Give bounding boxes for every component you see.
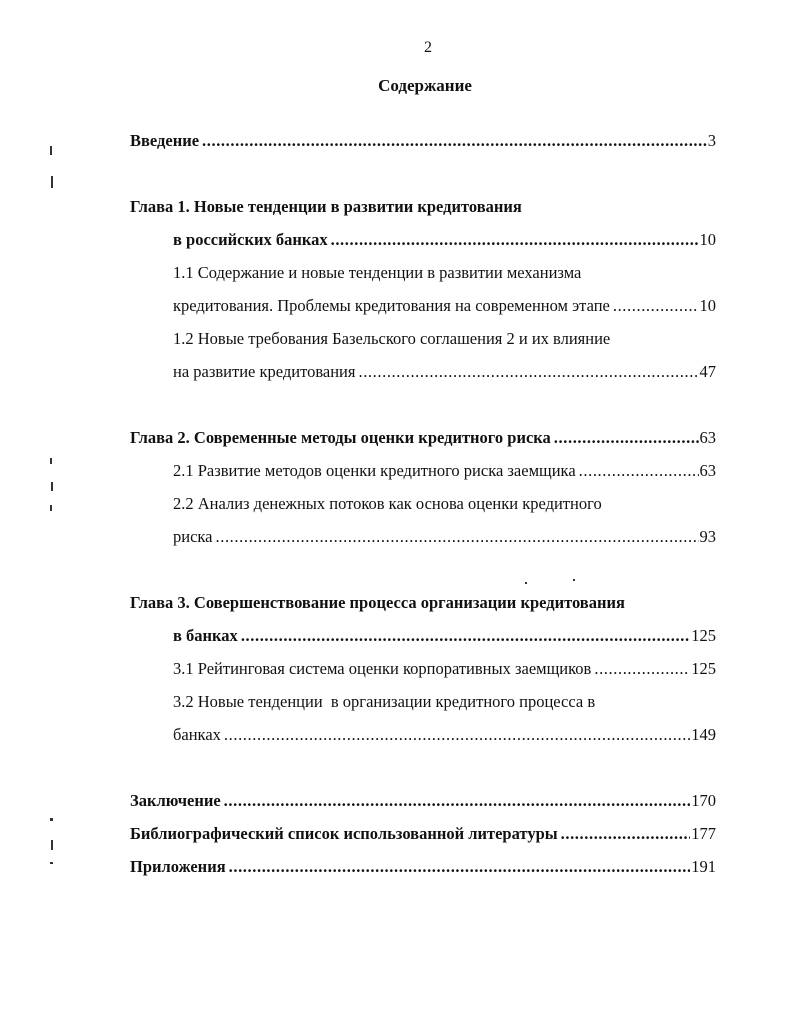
toc-page-number: 149 xyxy=(691,725,716,744)
scan-mark xyxy=(573,579,575,581)
section-title-line: 1.1 Содержание и новые тенденции в развитии механизма xyxy=(173,263,582,282)
toc-label: Приложения xyxy=(130,857,226,876)
toc-entry-appendices xyxy=(130,850,716,883)
toc-page-number: 93 xyxy=(699,527,716,546)
toc-chapter-3-title xyxy=(130,586,716,619)
toc-label: Заключение xyxy=(130,791,221,810)
dot-leader xyxy=(328,223,699,256)
toc-page-number: 63 xyxy=(699,461,716,480)
scan-mark xyxy=(525,582,527,584)
dot-leader xyxy=(221,784,691,817)
scan-mark xyxy=(50,146,52,155)
toc-page-number: 170 xyxy=(691,791,716,810)
toc-label: Библиографический список использованной литературы xyxy=(130,824,558,843)
toc-section-3-1 xyxy=(130,652,716,685)
toc-page-number: 10 xyxy=(699,296,716,315)
section-title-line: банках xyxy=(173,725,221,744)
toc-page-number: 191 xyxy=(691,857,716,876)
toc-chapter-1-title-cont xyxy=(130,223,716,256)
page-title: Содержание xyxy=(378,76,472,95)
toc-entry-conclusion xyxy=(130,784,716,817)
toc-entry-introduction xyxy=(130,124,716,157)
dot-leader xyxy=(199,124,707,157)
toc-page-number: 10 xyxy=(699,230,716,249)
section-title-line: кредитования. Проблемы кредитования на современном этапе xyxy=(173,296,610,315)
toc-section-3-2-cont xyxy=(130,718,716,751)
toc-page-number: 125 xyxy=(691,626,716,645)
toc-entry-bibliography xyxy=(130,817,716,850)
toc-section-1-2-cont xyxy=(130,355,716,388)
section-title-line: 3.2 Новые тенденции в организации кредитного процесса в xyxy=(173,692,596,711)
dot-leader xyxy=(221,718,690,751)
dot-leader xyxy=(558,817,691,850)
dot-leader xyxy=(591,652,690,685)
toc-page-number: 125 xyxy=(691,659,716,678)
chapter-title-line: Глава 3. Совершенствование процесса организации кредитования xyxy=(130,593,625,612)
scan-mark xyxy=(50,862,53,864)
scan-mark xyxy=(51,482,53,491)
chapter-title-line: Глава 2. Современные методы оценки кредитного риска xyxy=(130,428,551,447)
scan-mark xyxy=(51,176,53,188)
toc-page-number: 63 xyxy=(699,428,716,447)
dot-leader xyxy=(213,520,699,553)
toc-section-3-2 xyxy=(130,685,716,718)
toc-section-2-2-cont xyxy=(130,520,716,553)
dot-leader xyxy=(355,355,698,388)
toc-page-number: 47 xyxy=(699,362,716,381)
dot-leader xyxy=(238,619,690,652)
chapter-title-line: Глава 1. Новые тенденции в развитии кредитования xyxy=(130,197,522,216)
toc-section-2-1 xyxy=(130,454,716,487)
dot-leader xyxy=(610,289,699,322)
toc-section-1-2 xyxy=(130,322,716,355)
toc-section-2-2 xyxy=(130,487,716,520)
dot-leader xyxy=(226,850,691,883)
toc-page-number: 177 xyxy=(691,824,716,843)
section-title-line: 2.1 Развитие методов оценки кредитного риска заемщика xyxy=(173,461,576,480)
chapter-title-line: в российских банках xyxy=(173,230,328,249)
toc-chapter-3-title-cont xyxy=(130,619,716,652)
toc-section-1-1-cont xyxy=(130,289,716,322)
toc-label: Введение xyxy=(130,131,200,150)
scan-mark xyxy=(51,840,53,850)
toc-section-1-1 xyxy=(130,256,716,289)
scan-mark xyxy=(50,458,52,464)
toc-page-number: 3 xyxy=(707,131,716,150)
page-number: 2 xyxy=(424,39,432,56)
toc-chapter-2-title xyxy=(130,421,716,454)
table-of-contents xyxy=(130,124,716,883)
chapter-title-line: в банках xyxy=(173,626,238,645)
section-title-line: на развитие кредитования xyxy=(173,362,356,381)
scan-mark xyxy=(50,505,52,511)
toc-chapter-1-title xyxy=(130,190,716,223)
scan-mark xyxy=(50,818,53,821)
section-title-line: 1.2 Новые требования Базельского соглашения 2 и их влияние xyxy=(173,329,611,348)
dot-leader xyxy=(576,454,699,487)
section-title-line: риска xyxy=(173,527,213,546)
section-title-line: 2.2 Анализ денежных потоков как основа оценки кредитного xyxy=(173,494,602,513)
section-title-line: 3.1 Рейтинговая система оценки корпоративных заемщиков xyxy=(173,659,592,678)
dot-leader xyxy=(551,421,699,454)
